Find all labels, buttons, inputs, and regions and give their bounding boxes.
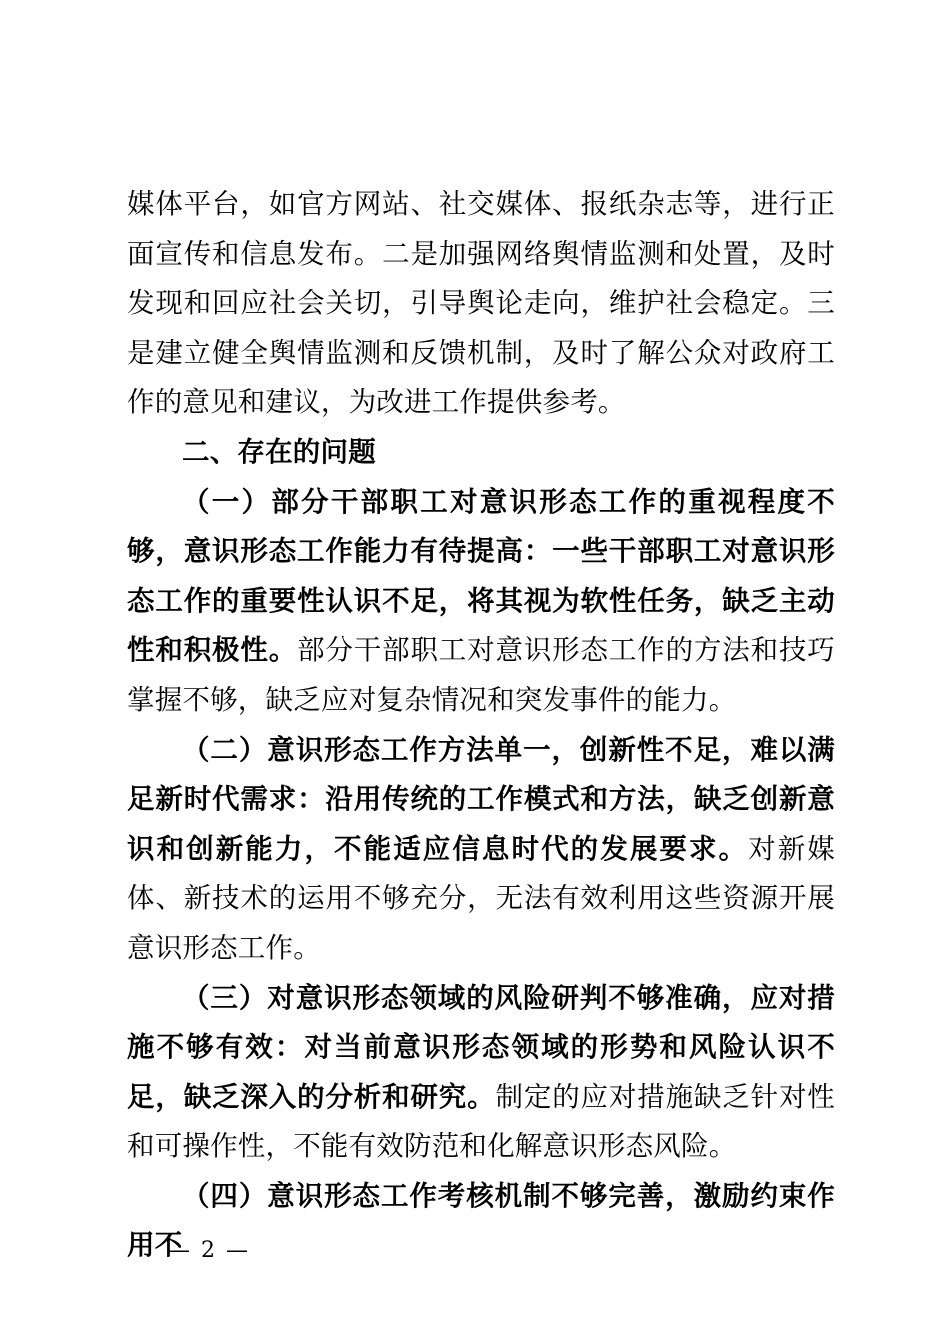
problem-item-3-text: 制定的应对措施缺乏针对性和可操作性，不能有效防范和化解意识形态风险。 (127, 1080, 835, 1163)
intro-paragraph: 媒体平台，如官方网站、社交媒体、报纸杂志等，进行正面宣传和信息发布。二是加强网络舆情监测和处置，及时发现和回应社会关切，引导舆论走向，维护社会稳定。三是建立健全舆情监测和反馈机制，及时了解公众对政府工作的意见和建议，为改进工作提供参考。 (127, 188, 835, 419)
problem-item-2 (127, 726, 835, 974)
problem-item-4-heading: （四）意识形态工作考核机制不够完善，激励约束作用不 (127, 1179, 835, 1262)
problem-item-3-heading: （三）对意识形态领域的风险研判不够准确，应对措施不够有效：对当前意识形态领域的形势和风险认识不足，缺乏深入的分析和研究。 (127, 981, 835, 1113)
problem-item-3 (127, 974, 835, 1172)
problem-item-2-heading: （二）意识形态工作方法单一，创新性不足，难以满足新时代需求：沿用传统的工作模式和方法，缺乏创新意识和创新能力，不能适应信息时代的发展要求。 (127, 733, 835, 865)
problem-item-1 (127, 478, 835, 726)
page-number: — 2 — (168, 1238, 250, 1263)
section-heading: 二、存在的问题 (182, 435, 376, 468)
problem-item-1-heading: （一）部分干部职工对意识形态工作的重视程度不够，意识形态工作能力有待提高：一些干部职工对意识形态工作的重要性认识不足，将其视为软性任务，缺乏主动性和积极性。 (127, 485, 835, 667)
document-body (127, 180, 835, 1271)
problem-item-1-text: 部分干部职工对意识形态工作的方法和技巧掌握不够，缺乏应对复杂情况和突发事件的能力。 (127, 634, 835, 716)
problem-item-2-text: 对新媒体、新技术的运用不够充分，无法有效利用这些资源开展意识形态工作。 (127, 832, 835, 964)
